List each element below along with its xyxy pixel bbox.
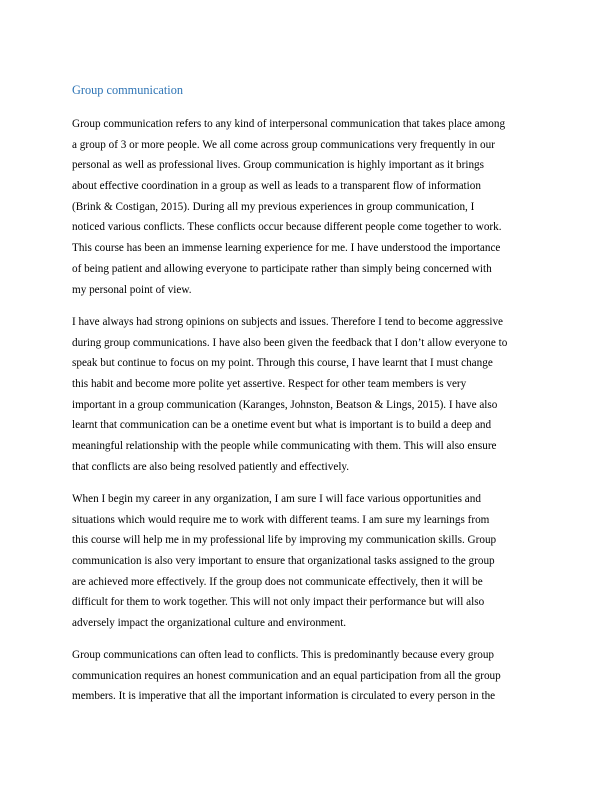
paragraph-line: When I begin my career in any organization, I am sure I will face various opportunities and bbox=[72, 493, 481, 505]
paragraph-line: This course has been an immense learning experience for me. I have understood the importance bbox=[72, 242, 501, 255]
paragraph-line: this course will help me in my professional life by improving my communication skills. Group bbox=[72, 534, 497, 547]
paragraph-line: of being patient and allowing everyone to participate rather than simply being concerned with bbox=[72, 262, 492, 275]
paragraph-line: meaningful relationship with the people while communicating with them. This will also ensure bbox=[72, 440, 497, 453]
paragraph-line: members. It is imperative that all the important information is circulated to every person in the bbox=[72, 690, 496, 703]
paragraph-1 bbox=[72, 114, 552, 300]
paragraph-line: communication is also very important to ensure that organizational tasks assigned to the group bbox=[72, 555, 495, 568]
paragraph-line: personal as well as professional lives. Group communication is highly important as it brings bbox=[72, 159, 485, 172]
paragraph-line: this habit and become more polite yet assertive. Respect for other team members is very bbox=[72, 378, 467, 391]
paragraph-line: difficult for them to work together. This will not only impact their performance but will also bbox=[72, 596, 485, 609]
paragraph-line: about effective coordination in a group as well as leads to a transparent flow of information bbox=[72, 180, 481, 193]
paragraph-line: (Brink & Costigan, 2015). During all my previous experiences in group communication, I bbox=[72, 200, 475, 213]
paragraph-line: a group of 3 or more people. We all come across group communications very frequently in our bbox=[72, 138, 495, 151]
paragraph-line: noticed various conflicts. These conflicts occur because different people come together to work. bbox=[72, 221, 502, 234]
paragraph-line: situations which would require me to work with different teams. I am sure my learnings from bbox=[72, 513, 490, 526]
paragraph-line: speak but continue to focus on my point. Through this course, I have learnt that I must change bbox=[72, 357, 493, 370]
paragraph-line: Group communications can often lead to conflicts. This is predominantly because every group bbox=[72, 649, 495, 661]
paragraph-line: adversely impact the organizational culture and environment. bbox=[72, 617, 347, 630]
paragraph-3 bbox=[72, 489, 552, 634]
paragraph-2 bbox=[72, 312, 552, 478]
paragraph-line: my personal point of view. bbox=[72, 283, 192, 296]
section-heading: Group communication bbox=[72, 83, 183, 97]
paragraph-line: important in a group communication (Karanges, Johnston, Beatson & Lings, 2015). I have also bbox=[72, 398, 498, 411]
paragraph-line: learnt that communication can be a onetime event but what is important is to build a deep and bbox=[72, 419, 492, 432]
paragraph-line: communication requires an honest communication and an equal participation from all the group bbox=[72, 669, 501, 682]
paragraph-4 bbox=[72, 645, 552, 707]
paragraph-line: that conflicts are also being resolved patiently and effectively. bbox=[72, 460, 350, 473]
paragraph-line: I have always had strong opinions on subjects and issues. Therefore I tend to become aggressive bbox=[72, 316, 504, 328]
paragraph-line: during group communications. I have also been given the feedback that I don’t allow everyone to bbox=[72, 336, 508, 349]
paragraph-line: are achieved more effectively. If the group does not communicate effectively, then it will be bbox=[72, 575, 483, 588]
paragraph-line: Group communication refers to any kind of interpersonal communication that takes place among bbox=[72, 118, 506, 130]
